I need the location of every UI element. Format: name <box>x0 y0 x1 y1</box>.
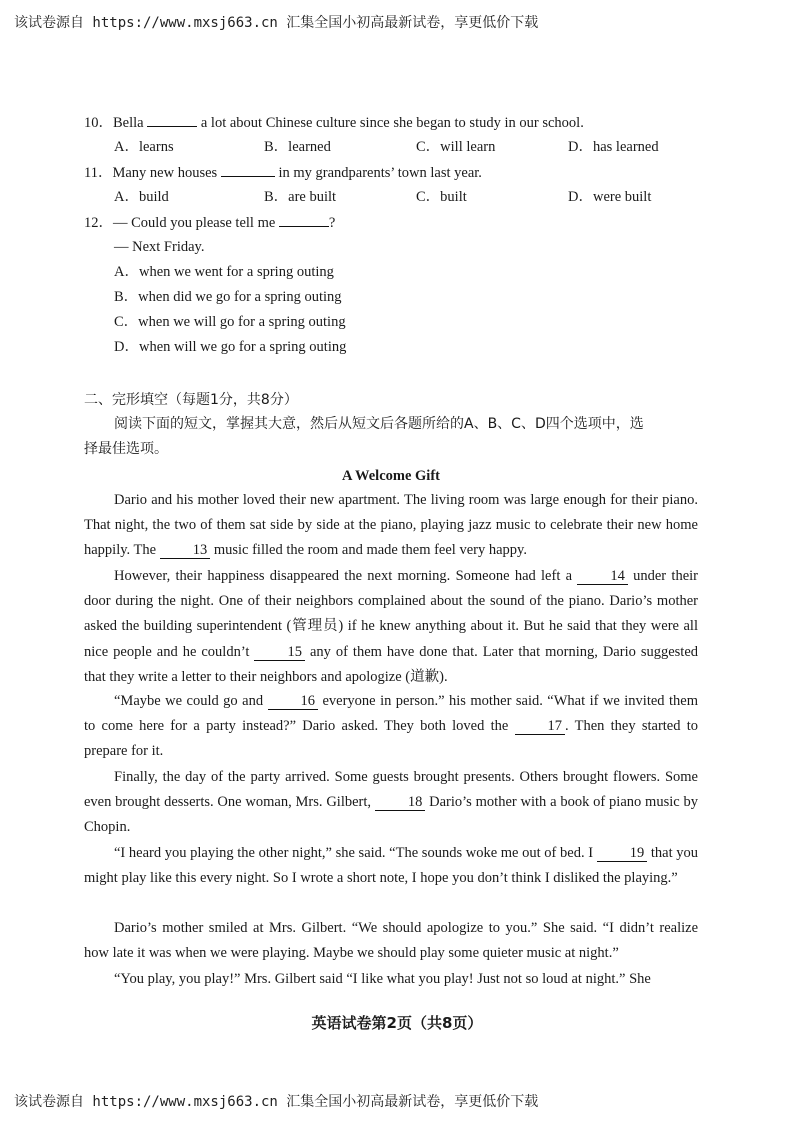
answer-blank <box>279 212 329 227</box>
option-a: A．build <box>114 189 169 205</box>
passage-paragraph-3: “Maybe we could go and 16 everyone in person.” his mother said. “What if we invited them to come here for a party instead?” Dario asked. They both loved the 17 . Then they started to prepare for it. <box>84 693 698 760</box>
passage-paragraph-6: Dario’s mother smiled at Mrs. Gilbert. “We should apologize to you.” She said. “I didn’t realize how late it was when we were playing. Maybe we should play some quieter music at night.” <box>84 920 698 962</box>
question-12: 12．— Could you please tell me ? <box>84 212 335 233</box>
blank-14: 14 <box>577 568 628 585</box>
section-heading: 二、完形填空（每题1分，共8分） <box>84 392 298 408</box>
question-11: 11．Many new houses in my grandparents’ town last year. <box>84 162 482 183</box>
blank-18: 18 <box>375 794 426 811</box>
option-c: C．when we will go for a spring outing <box>114 314 346 330</box>
page-footer: 英语试卷第2页（共8页） <box>311 1014 483 1032</box>
blank-16: 16 <box>268 693 319 710</box>
passage-title: A Welcome Gift <box>342 468 440 484</box>
option-c: C．built <box>416 189 467 205</box>
option-c: C．will learn <box>416 139 496 155</box>
option-a: A．when we went for a spring outing <box>114 264 334 280</box>
question-number: 10． <box>84 115 113 131</box>
source-banner-top: 该试卷源自 https://www.mxsj663.cn 汇集全国小初高最新试卷，享更低价下载 <box>14 15 539 31</box>
answer-blank <box>147 112 197 127</box>
option-b: B．are built <box>264 189 337 205</box>
source-banner-bottom: 该试卷源自 https://www.mxsj663.cn 汇集全国小初高最新试卷，享更低价下载 <box>14 1094 539 1110</box>
option-d: D．has learned <box>568 139 659 155</box>
option-d: D．were built <box>568 189 652 205</box>
passage-paragraph-2: However, their happiness disappeared the next morning. Someone had left a 14 under their door during the night. One of their neighbors complained about the sound of the piano. Dario’s mother asked the building superintendent (管理员) if he knew anything about it. But he said that they were all nice people and he couldn’t 15 any of them have done that. Later that morning, Dario suggested that they write a letter to their neighbors and apologize (道歉). <box>84 568 699 685</box>
option-b: B．learned <box>264 139 331 155</box>
blank-17: 17 <box>515 718 566 735</box>
passage-paragraph-7: “You play, you play!” Mrs. Gilbert said “I like what you play! Just not so loud at night.” She <box>114 971 651 987</box>
passage-paragraph-5: “I heard you playing the other night,” she said. “The sounds woke me out of bed. I 19 that you might play like this every night. So I wrote a short note, I hope you don’t think I disliked the playing.” <box>84 845 699 887</box>
question-number: 12． <box>84 215 113 231</box>
option-b: B．when did we go for a spring outing <box>114 289 342 305</box>
section-instruction-cont: 择最佳选项。 <box>84 441 168 457</box>
answer-blank <box>221 162 275 177</box>
blank-15: 15 <box>254 644 305 661</box>
question-10: 10．Bella a lot about Chinese culture since she began to study in our school. <box>84 112 584 133</box>
passage-paragraph-4: Finally, the day of the party arrived. Some guests brought presents. Others brought flowers. Some even brought desserts. One woman, Mrs. Gilbert, 18 Dario’s mother with a book of piano music by Chopin. <box>84 769 699 836</box>
passage-paragraph-1: Dario and his mother loved their new apartment. The living room was large enough for their piano. That night, the two of them sat side by side at the piano, playing jazz music to celebrate their new home happily. The 13 music filled the room and made them feel very happy. <box>84 492 698 559</box>
question-number: 11． <box>84 165 113 181</box>
blank-19: 19 <box>597 845 648 862</box>
option-d: D．when will we go for a spring outing <box>114 339 347 355</box>
option-a: A．learns <box>114 139 174 155</box>
dialogue-reply: — Next Friday. <box>114 239 205 255</box>
blank-13: 13 <box>160 542 211 559</box>
section-instruction: 阅读下面的短文，掌握其大意，然后从短文后各题所给的A、B、C、D四个选项中，选 <box>114 416 644 432</box>
